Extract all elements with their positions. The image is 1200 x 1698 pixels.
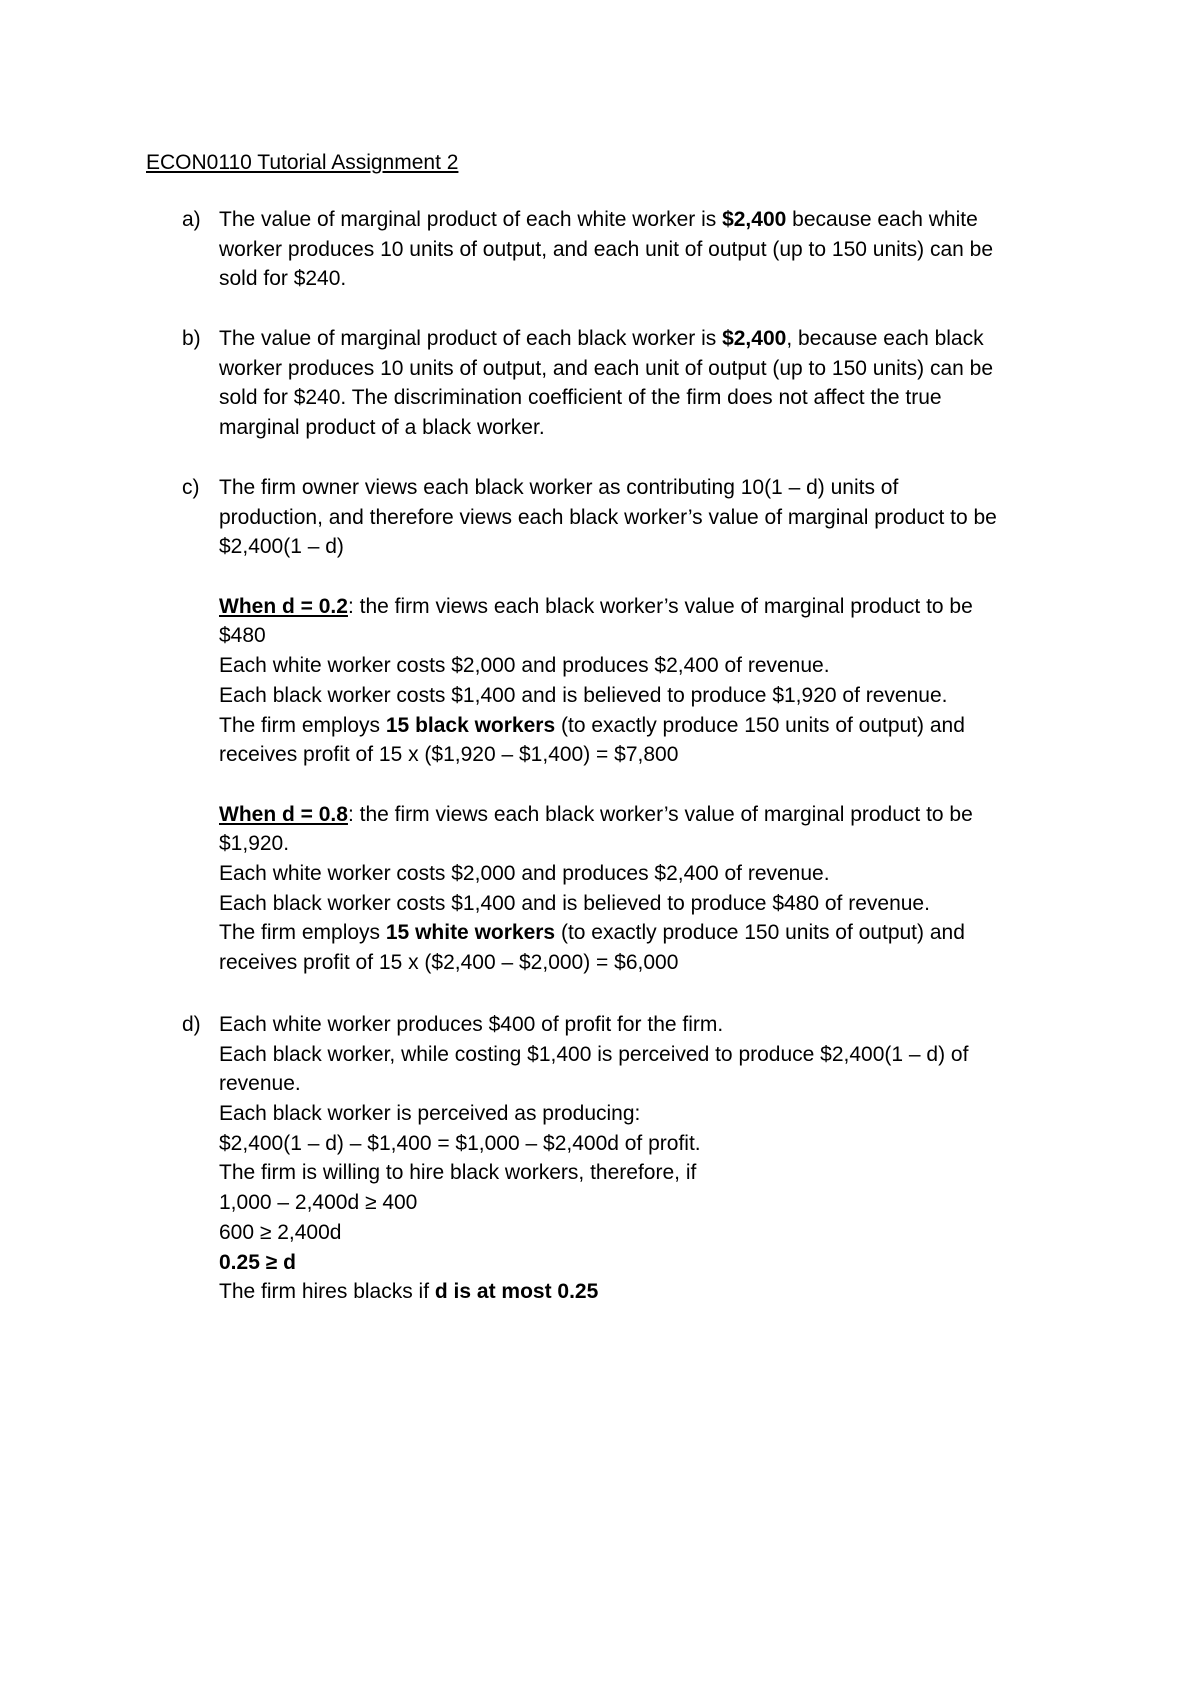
- text-line: [219, 800, 1079, 830]
- text-run: because each white: [786, 208, 978, 231]
- text-run: , because each black: [786, 327, 984, 350]
- text-line: worker produces 10 units of output, and each unit of output (up to 150 units) can be: [219, 356, 994, 380]
- text-line: $2,400(1 – d): [219, 535, 344, 559]
- text-run: The firm employs: [219, 921, 386, 945]
- text-line: Each white worker costs $2,000 and produces $2,400 of revenue.: [219, 654, 830, 678]
- text-line: sold for $240.: [219, 267, 347, 291]
- text-line: Each white worker produces $400 of profit for the firm.: [219, 1013, 724, 1036]
- text-line: [219, 918, 1079, 948]
- text-run: (to exactly produce 150 units of output) and: [555, 713, 965, 737]
- text-line: receives profit of 15 x ($1,920 – $1,400) = $7,800: [219, 743, 679, 767]
- text-line: production, and therefore views each black worker’s value of marginal product to be: [219, 505, 997, 529]
- text-line: [219, 1248, 1079, 1278]
- text-line: The firm owner views each black worker as contributing 10(1 – d) units of: [219, 476, 899, 499]
- bold-value: $2,400: [722, 208, 787, 231]
- text-line: Each white worker costs $2,000 and produces $2,400 of revenue.: [219, 861, 830, 885]
- part-b-text: [219, 324, 1079, 443]
- case-label: When d = 0.8: [219, 802, 348, 826]
- document-title: ECON0110 Tutorial Assignment 2: [146, 151, 459, 174]
- text-run: (to exactly produce 150 units of output) and: [555, 921, 965, 945]
- paragraph-gap: [219, 770, 1079, 800]
- text-line: [219, 1277, 1079, 1307]
- text-line: [219, 711, 1079, 741]
- text-run: The value of marginal product of each black worker is: [219, 327, 723, 350]
- part-c-text: [219, 473, 1079, 978]
- part-marker: d): [182, 1013, 201, 1036]
- text-line: 1,000 – 2,400d ≥ 400: [219, 1191, 418, 1215]
- text-line: revenue.: [219, 1072, 301, 1096]
- text-line: [219, 592, 1079, 622]
- part-marker: a): [182, 208, 201, 231]
- text-line: Each black worker is perceived as producing:: [219, 1102, 641, 1126]
- bold-value: d is at most 0.25: [434, 1280, 599, 1304]
- text-line: $2,400(1 – d) – $1,400 = $1,000 – $2,400d of profit.: [219, 1131, 701, 1155]
- part-d-text: [219, 1010, 1079, 1307]
- text-run: : the firm views each black worker’s value of marginal product to be: [347, 594, 973, 618]
- text-line: The firm is willing to hire black workers, therefore, if: [219, 1161, 697, 1185]
- text-line: sold for $240. The discrimination coefficient of the firm does not affect the true: [219, 386, 942, 410]
- text-line: [219, 324, 1079, 354]
- text-line: $1,920.: [219, 832, 290, 856]
- part-marker: b): [182, 327, 201, 350]
- text-run: The firm hires blacks if: [219, 1280, 435, 1304]
- text-line: Each black worker, while costing $1,400 is perceived to produce $2,400(1 – d) of: [219, 1042, 969, 1066]
- text-line: receives profit of 15 x ($2,400 – $2,000) = $6,000: [219, 951, 679, 974]
- text-line: marginal product of a black worker.: [219, 416, 545, 440]
- part-marker: c): [182, 476, 200, 499]
- text-line: Each black worker costs $1,400 and is believed to produce $1,920 of revenue.: [219, 683, 948, 707]
- bold-value: $2,400: [722, 327, 787, 350]
- bold-value: 0.25 ≥ d: [219, 1250, 296, 1274]
- paragraph-gap: [219, 562, 1079, 592]
- text-line: Each black worker costs $1,400 and is believed to produce $480 of revenue.: [219, 891, 930, 915]
- text-run: The firm employs: [219, 713, 386, 737]
- text-line: 600 ≥ 2,400d: [219, 1220, 342, 1244]
- text-run: : the firm views each black worker’s value of marginal product to be: [347, 802, 973, 826]
- bold-value: 15 white workers: [385, 921, 556, 945]
- bold-value: 15 black workers: [385, 713, 556, 737]
- text-line: [219, 205, 1079, 235]
- text-line: worker produces 10 units of output, and each unit of output (up to 150 units) can be: [219, 237, 994, 261]
- part-a-text: [219, 205, 1079, 294]
- text-line: $480: [219, 624, 266, 648]
- text-run: The value of marginal product of each white worker is: [219, 208, 723, 231]
- case-label: When d = 0.2: [219, 594, 348, 618]
